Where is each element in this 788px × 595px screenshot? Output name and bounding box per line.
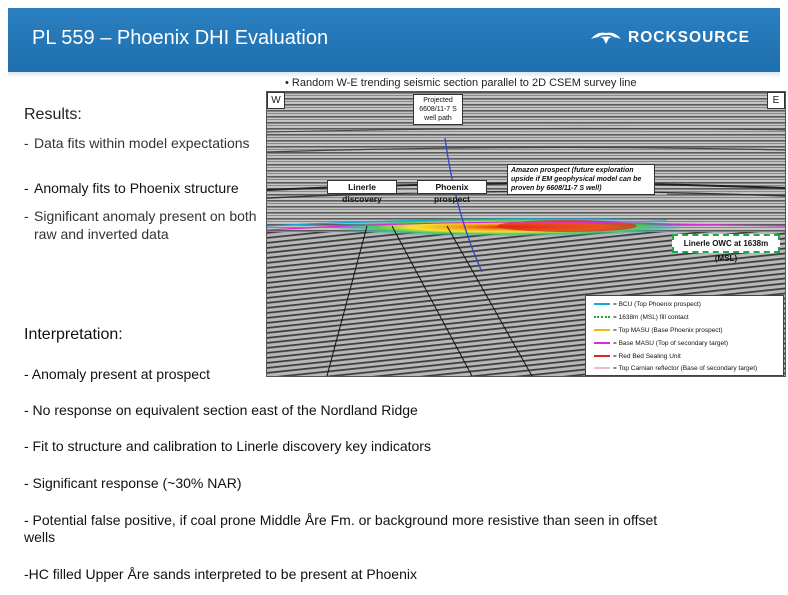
legend-item: = BCU (Top Phoenix prospect)	[594, 298, 701, 310]
logo-text: ROCKSOURCE	[628, 29, 750, 46]
interpretation-item: - Significant response (~30% NAR)	[24, 475, 242, 491]
amazon-prospect-label: Amazon prospect (future exploration upside if EM geophysical model can be proven by 6608/11-7 S well)	[507, 164, 655, 195]
horizon-legend	[585, 295, 784, 376]
results-heading: Results:	[24, 106, 82, 123]
slide-title: PL 559 – Phoenix DHI Evaluation	[32, 27, 329, 49]
results-item: - Anomaly fits to Phoenix structure	[24, 180, 239, 196]
legend-swatch	[594, 329, 610, 331]
seismic-section	[266, 91, 786, 377]
interpretation-item: - Potential false positive, if coal prone Middle Åre Fm. or background more resistive than seen in offset wells	[24, 512, 658, 545]
title-bar	[8, 8, 780, 72]
legend-swatch	[594, 355, 610, 357]
legend-item: = Red Bed Sealing Unit	[594, 350, 681, 362]
interpretation-item: - Anomaly present at prospect	[24, 366, 210, 382]
figure-caption: • Random W-E trending seismic section parallel to 2D CSEM survey line	[285, 77, 637, 89]
phoenix-prospect-label: Phoenix prospect	[417, 180, 487, 194]
legend-swatch	[594, 367, 610, 369]
legend-swatch	[594, 303, 610, 305]
company-logo	[589, 29, 750, 47]
interpretation-item: - No response on equivalent section east of the Nordland Ridge	[24, 402, 418, 418]
east-label: E	[767, 92, 785, 109]
legend-item: = 1638m (MSL) fill contact	[594, 311, 689, 323]
well-path-label: Projected 6608/11-7 S well path	[413, 94, 463, 125]
legend-item: = Top Carnian reflector (Base of secondary target)	[594, 362, 757, 374]
interpretation-item: -HC filled Upper Åre sands interpreted to be present at Phoenix	[24, 566, 417, 582]
legend-item: = Top MASU (Base Phoenix prospect)	[594, 324, 723, 336]
results-item: - Significant anomaly present on both raw and inverted data	[24, 208, 257, 242]
interpretation-item: - Fit to structure and calibration to Linerle discovery key indicators	[24, 438, 431, 454]
legend-swatch	[594, 342, 610, 344]
results-item: - Data fits within model expectations	[24, 135, 250, 151]
west-label: W	[267, 92, 285, 109]
legend-swatch	[594, 316, 610, 318]
owc-label: Linerle OWC at 1638m (MSL)	[672, 234, 780, 253]
rocksource-logo-icon	[589, 29, 623, 47]
legend-item: = Base MASU (Top of secondary target)	[594, 337, 728, 349]
interpretation-heading: Interpretation:	[24, 326, 123, 343]
linerle-discovery-label: Linerle discovery	[327, 180, 397, 194]
